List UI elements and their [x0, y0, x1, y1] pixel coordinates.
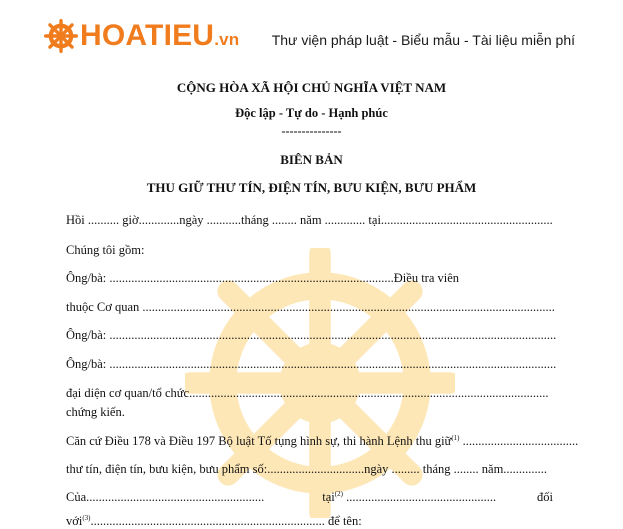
logo-text: HOATIEU: [80, 19, 215, 52]
location-label: tại: [322, 490, 335, 504]
witness-org-line: đại diện cơ quan/tổ chức...................................................................................................................: [66, 386, 549, 400]
addressee-dots: ........................................................................... để tên:: [90, 514, 362, 528]
agency-line: thuộc Cơ quan ....................................................................................................................................: [66, 300, 555, 314]
heading-separator: ---------------: [281, 124, 342, 138]
document-title: BIÊN BẢN: [280, 152, 343, 167]
footnote-2: (2): [334, 490, 343, 498]
person-line-1: Ông/bà: ...............................................................................................................................................: [66, 328, 557, 342]
logo-suffix: .vn: [214, 30, 240, 49]
time-place-line: Hồi .......... giờ.............ngày ...........tháng ........ năm ............. tại.......................................................: [66, 213, 553, 227]
participants-line: Chúng tôi gồm:: [66, 243, 145, 257]
location-dots: ................................................: [342, 490, 497, 504]
person-line-2: Ông/bà: ...............................................................................................................................................: [66, 357, 557, 371]
mail-order-line: thư tín, điện tín, bưu kiện, bưu phẩm số:...............................ngày ......... tháng ........ năm..............: [66, 462, 548, 476]
nation-heading: CỘNG HÒA XÃ HỘI CHỦ NGHĨA VIỆT NAM: [176, 80, 447, 95]
owner-line-end: đối: [537, 490, 553, 504]
motto-heading: Độc lập - Tự do - Hạnh phúc: [235, 106, 388, 120]
owner-text: Của.........................................................: [66, 490, 265, 504]
addressee-label: với: [66, 514, 83, 528]
owner-location-line: [66, 489, 496, 505]
legal-basis-text: Căn cứ Điều 178 và Điều 197 Bộ luật Tố tụng hình sự, thi hành Lệnh thu giữ: [66, 434, 452, 448]
legal-basis-line: [66, 433, 578, 449]
footnote-1: (1): [451, 434, 460, 442]
witness-line: chứng kiến.: [66, 405, 125, 419]
document-subtitle: THU GIỮ THƯ TÍN, ĐIỆN TÍN, BƯU KIỆN, BƯU PHẨM: [146, 180, 477, 195]
footnote-3: (3): [82, 514, 91, 522]
legal-basis-dots: .....................................: [459, 434, 579, 448]
addressee-line: [66, 513, 362, 529]
investigator-line: Ông/bà: ...........................................................................................Điều tra viên: [66, 271, 460, 285]
site-tagline: Thư viện pháp luật - Biểu mẫu - Tài liệu miễn phí: [271, 32, 575, 48]
